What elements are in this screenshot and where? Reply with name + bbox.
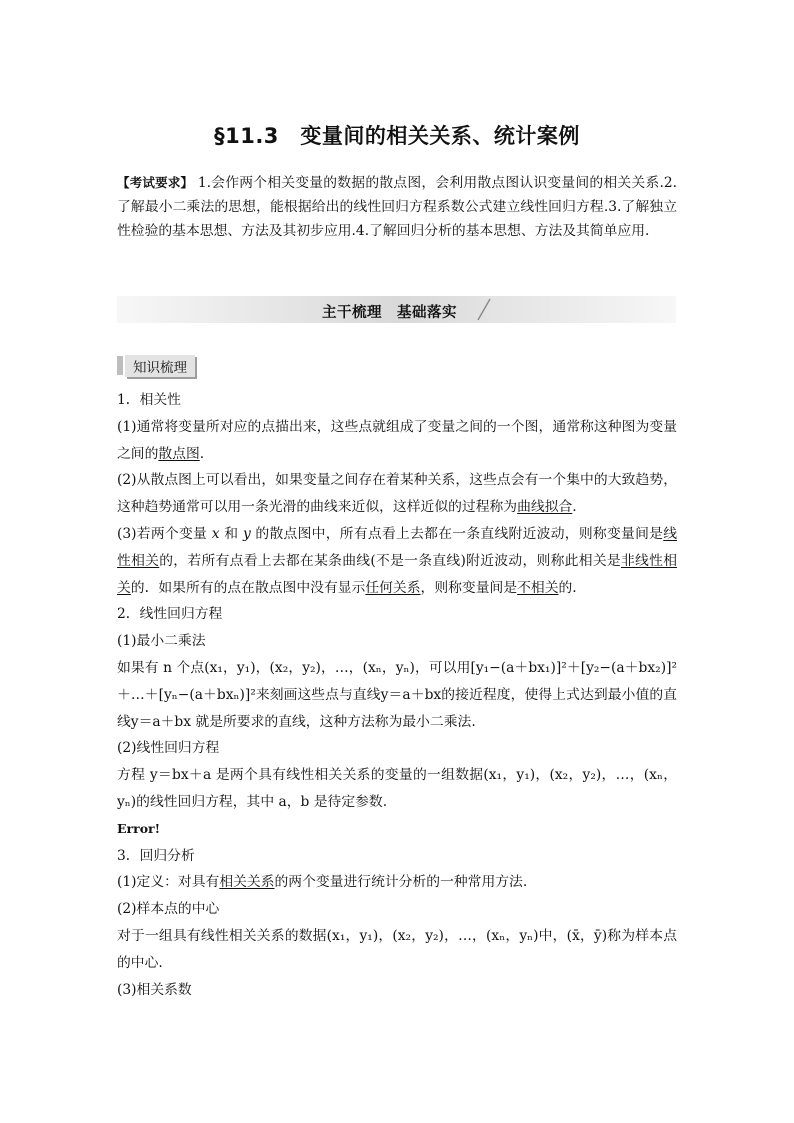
badge-label: 知识梳理 — [125, 355, 195, 377]
exam-requirements — [117, 171, 677, 243]
paragraph-sample-center: 对于一组具有线性相关关系的数据(x₁，y₁)，(x₂，y₂)，…，(xₙ，yₙ)中，(x̄，ȳ)称为样本点的中心. — [117, 927, 677, 971]
paragraph-scatter: (1)通常将变量所对应的点描出来，这些点就组成了变量之间的一个图，通常称这种图为变量之间的散点图. — [117, 418, 677, 462]
term-correlation: 相关关系 — [219, 874, 275, 891]
term-nonlinear-correlation: 非线性相关 — [117, 552, 678, 596]
banner-title: 主干梳理 基础落实 — [322, 305, 457, 321]
paragraph-linear-correlation: (3)若两个变量 x 和 y 的散点图中，所有点看上去都在一条直线附近波动，则称变量间是线性相关的，若所有点看上去都在某条曲线(不是一条直线)附近波动，则称此相关是非线性相关的．如果所有的点在散点图中没有显示任何关系，则称变量间是不相关的. — [117, 525, 678, 596]
subheading-sample-center: (2)样本点的中心 — [117, 901, 220, 918]
heading-regression-analysis: 3．回归分析 — [117, 847, 195, 864]
term-curve-fitting: 曲线拟合 — [517, 499, 573, 516]
knowledge-badge — [117, 355, 195, 376]
subheading-correlation-coefficient: (3)相关系数 — [117, 981, 192, 998]
exam-requirements-text: 1.会作两个相关变量的数据的散点图，会利用散点图认识变量间的相关关系.2.了解最小二乘法的思想，能根据给出的线性回归方程系数公式建立线性回归方程.3.了解独立性检验的基本思想、方法及其初步应用.4.了解回归分析的基本思想、方法及其简单应用. — [117, 175, 677, 239]
heading-regression-equation: 2．线性回归方程 — [117, 606, 223, 623]
paragraph-curve-fitting: (2)从散点图上可以看出，如果变量之间存在着某种关系，这些点会有一个集中的大致趋势，这种趋势通常可以用一条光滑的曲线来近似，这样近似的过程称为曲线拟合. — [117, 472, 677, 516]
paragraph-regression-equation: 方程 y＝bx＋a 是两个具有线性相关关系的变量的一组数据(x₁，y₁)，(x₂，y₂)，…，(xₙ，yₙ)的线性回归方程，其中 a，b 是待定参数. — [117, 767, 677, 810]
paragraph-definition: (1)定义：对具有相关关系的两个变量进行统计分析的一种常用方法. — [117, 874, 528, 891]
term-linear-correlation: 线性相关 — [117, 525, 677, 569]
subheading-least-squares: (1)最小二乘法 — [117, 633, 206, 650]
error-text: Error! — [117, 820, 161, 836]
page-title: §11.3 变量间的相关关系、统计案例 — [214, 124, 580, 148]
slash-decoration-icon — [475, 298, 493, 321]
term-scatter-plot: 散点图 — [158, 445, 200, 462]
term-uncorrelated: 不相关 — [517, 579, 559, 596]
paragraph-least-squares: 如果有 n 个点(x₁，y₁)，(x₂，y₂)，…，(xₙ，yₙ)，可以用[y₁−(a＋bx₁)]²＋[y₂−(a＋bx₂)]²＋…＋[yₙ−(a＋bxₙ)]²来刻画这些点与直线y＝a＋bx的接近程度，使得上式达到最小值的直线y＝a＋bx 就是所要求的直线，这种方法称为最小二乘法. — [117, 659, 677, 730]
subheading-regression-equation: (2)线性回归方程 — [117, 740, 220, 757]
heading-correlation: 1．相关性 — [117, 392, 181, 408]
badge-bar-icon — [117, 356, 123, 375]
exam-requirements-label: 【考试要求】 — [117, 175, 194, 190]
content-body — [117, 387, 677, 1003]
term-any-relation: 任何关系 — [365, 579, 421, 596]
section-banner — [117, 296, 676, 323]
